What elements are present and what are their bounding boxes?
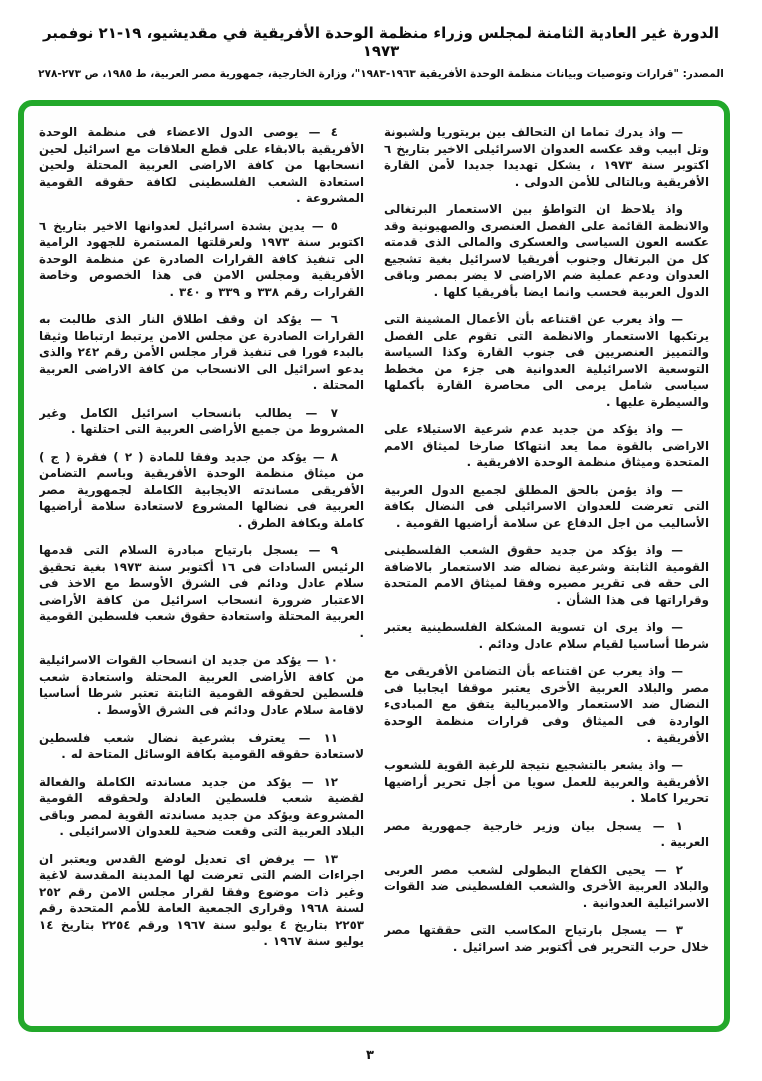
paragraph: ٩ — يسجل بارتياح مبادرة السلام التى قدمها الرئيس السادات فى ١٦ أكتوبر سنة ١٩٧٣ بغية تحقيق سلام عادل ودائم فى الشرق الأوسط مع الاخذ فى الاعتبار ضرورة انسحاب اسرائيل من كافة الأراضى العربية المحتلة واستعادة حقوق شعب فلسطين القومية .	[39, 543, 364, 640]
paragraph: واذ يلاحظ ان التواطؤ بين الاستعمار البرتغالى والانظمة القائمة على الفصل العنصرى والصهيونية وقد عكسه العون السياسى والعسكرى والمالى الذى قدمته كل من البرتغال وجنوب أفريقيا لاسرائيل بغية تشجيع العدوان ودعم عملية ضم الاراضى لا يضر بمصر وباقى الدول العربية فحسب وانما ايضا بأفريقيا كلها .	[384, 202, 709, 299]
paragraph: — واذ يشعر بالتشجيع نتيجة للرغبة القوية للشعوب الأفريقية والعربية للعمل سويا من أجل تحرير أراضيها تحريرا كاملا .	[384, 758, 709, 806]
paragraph: ٨ — يؤكد من جديد وفقا للمادة ( ٢ ) فقرة ( ج ) من ميثاق منظمة الوحدة الأفريقية وباسم التضامن الأفريقى مساندته الايجابية الكاملة لجمهورية مصر العربية فى نضالها المشروع لاستعادة سلامة أراضيها كاملة وبكافة الطرق .	[39, 449, 364, 530]
paragraph: — واذ يرى ان تسوية المشكلة الفلسطينية يعتبر شرطا أساسيا لقيام سلام عادل ودائم .	[384, 620, 709, 651]
column-right	[384, 124, 709, 1014]
paragraph: — واذ يؤمن بالحق المطلق لجميع الدول العربية التى تعرضت للعدوان الاسرائيلى فى النضال بكافة الأساليب من اجل الدفاع عن سلامة أراضيها القومية .	[384, 482, 709, 530]
paragraph: ٥ — يدين بشدة اسرائيل لعدوانها الاخير بتاريخ ٦ اكتوبر سنة ١٩٧٣ ولعرقلتها المستمرة للجهود الرامية الى تنفيذ كافة القرارات الصادرة عن منظمة الوحدة الأفريقية ومجلس الامن فى هذا الخصوص وخاصة القرارات رقم ٣٣٨ و ٣٣٩ و ٣٤٠ .	[39, 218, 364, 299]
paragraph: — واذ يؤكد من جديد عدم شرعية الاستيلاء على الاراضى بالقوة مما يعد انتهاكا صارخا لميثاق الامم المتحدة وميثاق منظمة الوحدة الافريقية .	[384, 422, 709, 470]
paragraph: ١١ — يعترف بشرعية نضال شعب فلسطين لاستعادة حقوقه القومية بكافة الوسائل المتاحة له .	[39, 730, 364, 762]
page-number: ٣	[366, 1048, 374, 1063]
paragraph: ١٢ — يؤكد من جديد مساندته الكاملة والفعالة لقضية شعب فلسطين العادلة ولحقوقه القومية المشروعة ويؤكد من جديد مساندته القوية لمصر وباقى البلاد العربية التى وقعت ضحية للعدوان الاسرائيلى .	[39, 774, 364, 839]
paragraph: ١٣ — يرفض اى تعديل لوضع القدس ويعتبر ان اجراءات الضم التى تعرضت لها المدينة المقدسة لاغية وغير ذات موضوع وفقا لقرار مجلس الامن رقم ٢٥٢ لسنة ١٩٦٨ وقرارى الجمعية العامة للأمم المتحدة رقم ٢٢٥٣ بتاريخ ٤ يوليو سنة ١٩٦٧ ورقم ٢٢٥٤ بتاريخ ١٤ يوليو سنة ١٩٦٧ .	[39, 851, 364, 949]
column-left	[39, 124, 364, 1014]
paragraph: ١٠ — يؤكد من جديد ان انسحاب القوات الاسرائيلية من كافة الأراضى العربية المحتلة واستعادة شعب فلسطين لحقوقه القومية الثابتة تعتبر شرطا أساسيا لاقامة سلام عادل ودائم فى الشرق الأوسط .	[39, 653, 364, 717]
paragraph: ١ — يسجل بيان وزير خارجية جمهورية مصر العربية .	[384, 818, 709, 850]
document-header	[0, 24, 762, 80]
paragraph: ٤ — يوصى الدول الاعضاء فى منظمة الوحدة الأفريقية بالابقاء على قطع العلاقات مع اسرائيل لحين انسحابها من كافة الاراضى العربية المحتلة ولحين استعادة الشعب الفلسطينى لكافة حقوقه القومية المشروعة .	[39, 125, 364, 206]
source-line: المصدر: "قرارات وتوصيات وبيانات منظمة الوحدة الأفريقية ١٩٦٣-١٩٨٣"، وزارة الخارجية، جمهورية مصر العربية، ط ١٩٨٥، ص ٢٧٣-٢٧٨	[38, 68, 724, 80]
paragraph: ٢ — يحيى الكفاح البطولى لشعب مصر العربى والبلاد العربية الأخرى والشعب الفلسطينى ضد القوات الاسرائيلية العدوانية .	[384, 862, 709, 910]
page-title: الدورة غير العادية الثامنة لمجلس وزراء منظمة الوحدة الأفريقية في مقديشيو، ١٩-٢١ نوفمبر ١٩٧٣	[42, 24, 720, 60]
paragraph: ٦ — يؤكد ان وقف اطلاق النار الذى طالبت به القرارات الصادرة عن مجلس الامن يرتبط ارتباطا وثيقا بالبدء فورا فى تنفيذ قرار مجلس الأمن رقم ٢٤٢ والذى يدعو اسرائيل الى الانسحاب من كافة الاراضى العربية المحتلة .	[39, 312, 364, 393]
document-frame	[18, 100, 730, 1032]
paragraph: — واذ يدرك تماما ان التحالف بين بريتوريا ولشبونة وتل ابيب وقد عكسه العدوان الاسرائيلى الاخير بتاريخ ٦ اكتوبر سنة ١٩٧٣ ، يشكل تهديدا جديدا لأمن القارة الأفريقية وبالتالى للأمن الدولى .	[384, 125, 709, 189]
paragraph: ٣ — يسجل بارتياح المكاسب التى حققتها مصر خلال حرب التحرير فى أكتوبر ضد اسرائيل .	[384, 923, 709, 954]
paragraph: — واذ يعرب عن اقتناعه بأن الأعمال المشينة التى يرتكبها الاستعمار والانظمة التى تقوم على الفصل والتمييز العنصريين فى جنوب القارة وكذا السياسة التوسعية الاسرائيلية العدوانية هى جزء من مخطط سياسى شامل يرمى الى محاصرة القارة بأكملها والسيطرة عليها .	[384, 312, 709, 409]
content-columns	[24, 106, 724, 1026]
paragraph: ٧ — يطالب بانسحاب اسرائيل الكامل وغير المشروط من جميع الأراضى العربية التى احتلتها .	[39, 405, 364, 437]
paragraph: — واذ يعرب عن اقتناعه بأن التضامن الأفريقى مع مصر والبلاد العربية الأخرى يعتبر موقفا ايجابيا فى النضال ضد الاستعمار والامبريالية يتفق مع المبادىء الواردة فى الميثاق وفى قرارات منظمة الوحدة الأفريقية .	[384, 664, 709, 745]
paragraph: — واذ يؤكد من جديد حقوق الشعب الفلسطينى القومية الثابتة وشرعية نضاله ضد الاستعمار بالاضافة الى حقه فى تقرير مصيره وفقا لميثاق الامم المتحدة وقراراتها فى هذا الشأن .	[384, 543, 709, 607]
